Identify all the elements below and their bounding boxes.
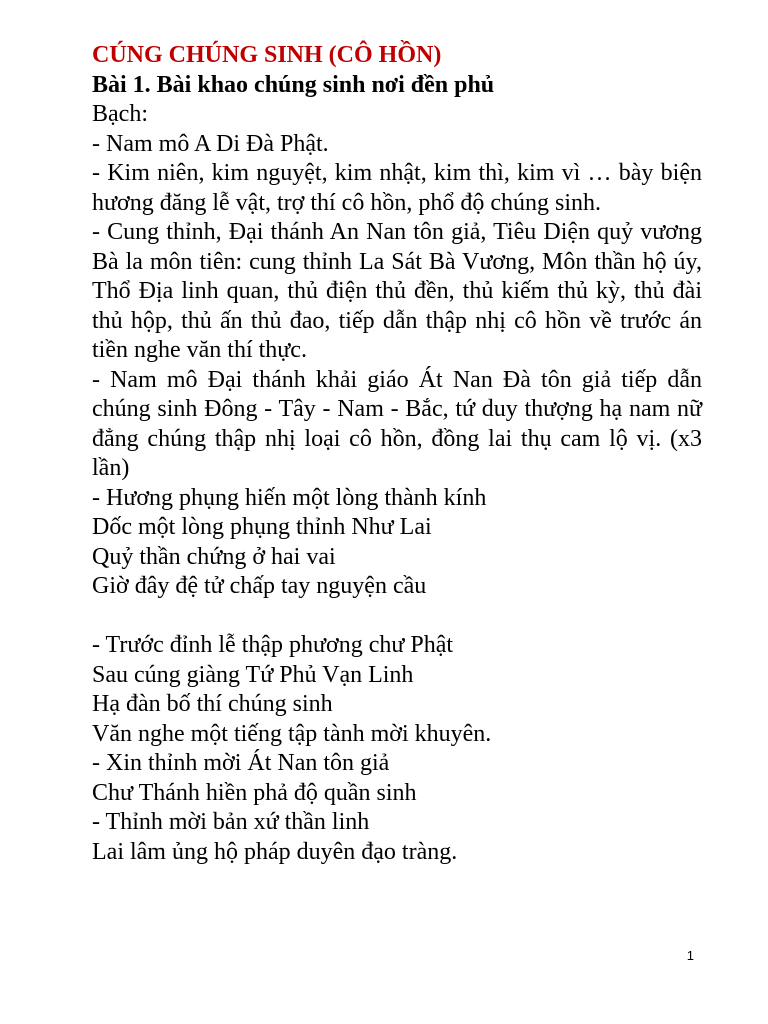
bach-label: Bạch: xyxy=(92,101,148,127)
paragraph-1: - Nam mô A Di Đà Phật. xyxy=(92,130,329,157)
verse-line: Giờ đây đệ tử chấp tay nguyện cầu xyxy=(92,573,427,599)
verse-line: Sau cúng giàng Tứ Phủ Vạn Linh xyxy=(92,661,414,688)
document-title: CÚNG CHÚNG SINH (CÔ HỒN) xyxy=(92,42,442,68)
blank-line xyxy=(92,602,702,632)
verse-line: Quỷ thần chứng ở hai vai xyxy=(92,543,336,570)
verse-block-2 xyxy=(92,631,702,867)
paragraph-2: - Kim niên, kim nguyệt, kim nhật, kim thì, kim vì … bày biện hương đăng lễ vật, trợ thí cô hồn, phổ độ chúng sinh. xyxy=(92,160,702,216)
verse-line: Dốc một lòng phụng thỉnh Như Lai xyxy=(92,514,432,540)
document-subtitle: Bài 1. Bài khao chúng sinh nơi đền phủ xyxy=(92,72,495,98)
paragraph-4: - Nam mô Đại thánh khải giáo Át Nan Đà tôn giả tiếp dẫn chúng sinh Đông - Tây - Nam - Bắc, tứ duy thượng hạ nam nữ đẳng chúng thập nhị loại cô hồn, đồng lai thụ cam lộ vị. (x3 lần) xyxy=(92,366,702,481)
verse-line: Hạ đàn bố thí chúng sinh xyxy=(92,691,333,717)
verse-line: - Thỉnh mời bản xứ thần linh xyxy=(92,809,370,835)
verse-line: Lai lâm ủng hộ pháp duyên đạo tràng. xyxy=(92,838,458,865)
paragraph-3: - Cung thỉnh, Đại thánh An Nan tôn giả, Tiêu Diện quỷ vương Bà la môn tiên: cung thỉnh La Sát Bà Vương, Môn thần hộ úy, Thổ Địa linh quan, thủ điện thủ đền, thủ kiếm thủ kỳ, thủ đài thủ hộp, thủ ấn thủ đao, tiếp dẫn thập nhị cô hồn về trước án tiền nghe văn thí thực. xyxy=(92,219,702,363)
document-page xyxy=(92,40,702,867)
verse-line: - Trước đỉnh lễ thập phương chư Phật xyxy=(92,632,454,658)
verse-line: Văn nghe một tiếng tập tành mời khuyên. xyxy=(92,720,492,747)
verse-line: - Xin thỉnh mời Át Nan tôn giả xyxy=(92,750,390,776)
verse-line: Chư Thánh hiền phả độ quần sinh xyxy=(92,779,417,806)
page-number: 1 xyxy=(686,948,694,963)
verse-line: - Hương phụng hiến một lòng thành kính xyxy=(92,484,487,511)
verse-block-1 xyxy=(92,484,702,602)
